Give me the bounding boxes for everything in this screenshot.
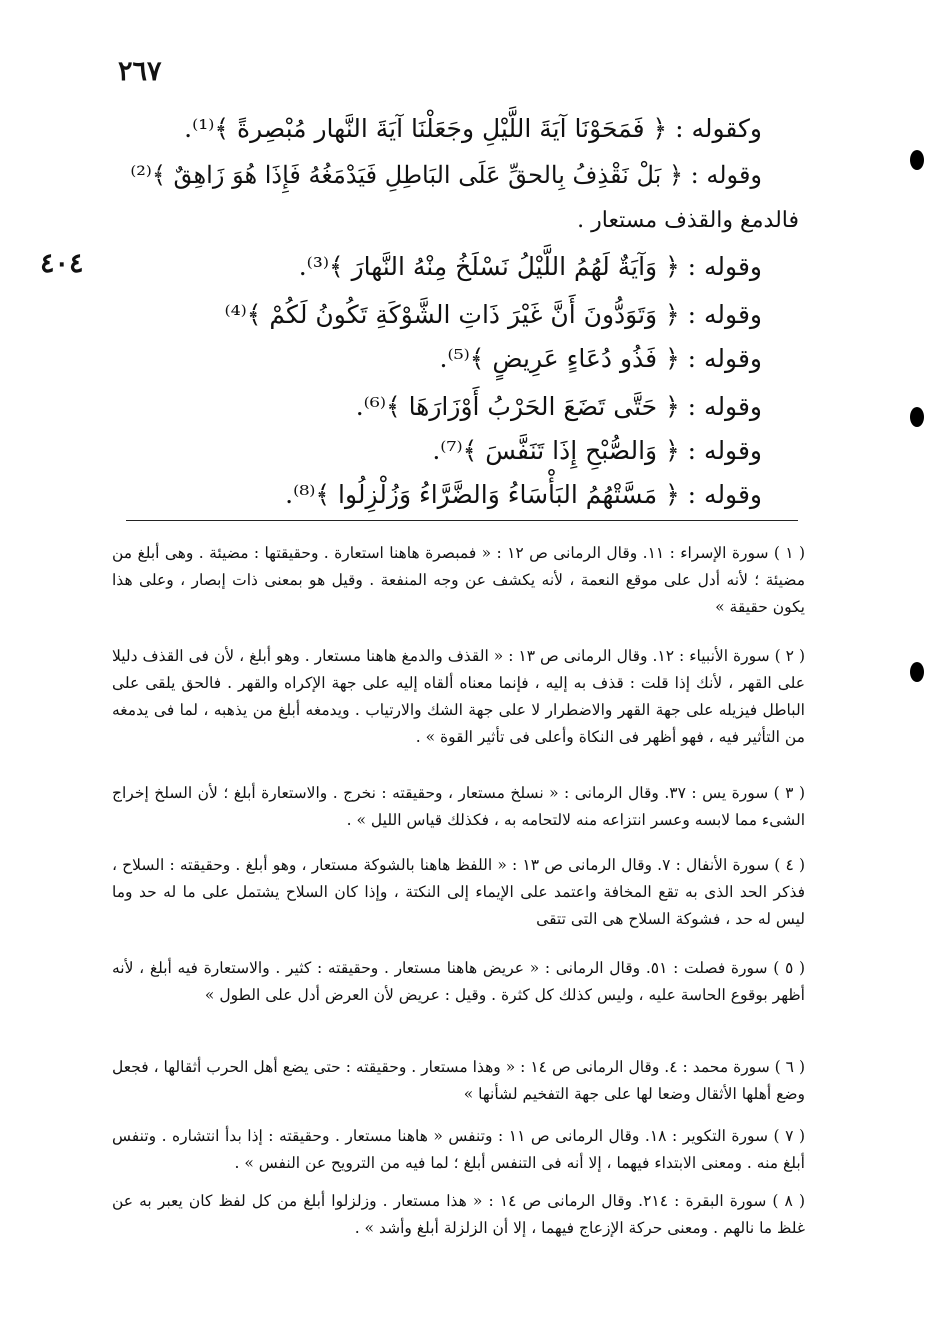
quran-line-5: وقوله : ﴿ فَذُو دُعَاءٍ عَرِيضٍ ﴾⁽⁵⁾.	[439, 344, 762, 373]
binding-hole-mark	[910, 662, 924, 682]
quran-line-4: وقوله : ﴿ وَتَوَدُّونَ أَنَّ غَيْرَ ذَاتِ الشَّوْكَةِ تَكُونُ لَكُمْ ﴾⁽⁴⁾	[224, 300, 762, 329]
footnote-separator	[126, 520, 798, 521]
page-number: ٢٦٧	[118, 56, 162, 87]
quran-line-1: وكقوله : ﴿ فَمَحَوْنَا آيَةَ اللَّيْلِ وجَعَلْنَا آيَةَ النَّهار مُبْصِرةً ﴾⁽¹⁾.	[184, 114, 762, 143]
binding-hole-mark	[910, 407, 924, 427]
quran-line-8: وقوله : ﴿ مَسَّتْهُمُ البَأْسَاءُ وَالضَّرَّاءُ وَزُلْزِلُوا ﴾⁽⁸⁾.	[285, 480, 762, 509]
footnote-4: ( ٤ ) سورة الأنفال : ٧. وقال الرمانى ص ١٣ : « اللفظ هاهنا بالشوكة مستعار ، وهو أبلغ . وحقيقته : السلاح ، فذكر الحد الذى به تقع المخافة واعتمد على الإيماء إلى النكتة ، وإذا كان السلاح يشتمل على ما له حد وما ليس له حد ، فشوكة السلاح هى التى تتقى	[112, 856, 805, 928]
quran-line-3: وقوله : ﴿ وَآيَةٌ لَهُمُ اللَّيْلُ نَسْلَخُ مِنْهُ النَّهارَ ﴾⁽³⁾.	[298, 252, 762, 281]
footnote-7: ( ٧ ) سورة التكوير : ١٨. وقال الرمانى ص ١١ : وتنفس « هاهنا مستعار . وحقيقته : إذا بدأ انتشاره . وتنفس أبلغ منه . ومعنى الابتداء فيهما ، إلا أنه فى التنفس أبلغ ؛ لما فيه من الترويح عن النفس » .	[112, 1127, 805, 1172]
quran-line-6: وقوله : ﴿ حَتَّى تَضَعَ الحَرْبُ أَوْزَارَهَا ﴾⁽⁶⁾.	[355, 392, 762, 421]
commentary-line: فالدمغ والقذف مستعار .	[577, 208, 799, 233]
quran-line-7: وقوله : ﴿ وَالصُّبْحِ إِذَا تَنَفَّسَ ﴾⁽⁷⁾.	[432, 436, 762, 465]
footnote-3: ( ٣ ) سورة يس : ٣٧. وقال الرمانى : « نسلخ مستعار ، وحقيقته : نخرج . والاستعارة أبلغ ؛ لأن السلخ إخراج الشىء مما لابسه وعسر انتزاعه منه لالتحامه به ، فكذلك قياس الليل » .	[112, 784, 805, 829]
margin-number: ٤٠٤	[40, 248, 84, 279]
footnote-8: ( ٨ ) سورة البقرة : ٢١٤. وقال الرمانى ص ١٤ : « هذا مستعار . وزلزلوا أبلغ من كل لفظ كان يعبر به عن غلظ ما نالهم . ومعنى حركة الإزعاج فيهما ، إلا أن الزلزلة أبلغ وأشد » .	[112, 1192, 805, 1237]
quran-line-2: وقوله : ﴿ بَلْ نَقْذِفُ بِالحقِّ عَلَى البَاطِلِ فَيَدْمَغُهُ فَإِذَا هُوَ زَاهِقٌ ﴾⁽²⁾	[130, 161, 762, 189]
footnote-2: ( ٢ ) سورة الأنبياء : ١٢. وقال الرمانى ص ١٣ : « القذف والدمغ هاهنا مستعار . وهو أبلغ ، لأن فى القذف دليلا على القهر ، لأنك إذا قلت : قذف به إليه ، فإنما معناه ألقاه إليه على جهة الإكراه والقهر . فالحق يلقى على الباطل فيزيله على جهة القهر والاضطرار لا على جهة الشك والارتياب . ويدمغه أبلغ من يذهبه ، لما فى يدمغه من التأثير فيه ، فهو أظهر فى النكاة وأعلى فى تأثير القوة » .	[112, 647, 805, 746]
footnote-6: ( ٦ ) سورة محمد : ٤. وقال الرمانى ص ١٤ : « وهذا مستعار . وحقيقته : حتى يضع أهل الحرب أثقالها ، فجعل وضع أهلها الأثقال وضعا لها على جهة التفخيم لشأنها »	[112, 1058, 805, 1103]
footnote-1: ( ١ ) سورة الإسراء : ١١. وقال الرمانى ص ١٢ : « فمبصرة هاهنا استعارة . وحقيقتها : مضيئة . وهى أبلغ من مضيئة ؛ لأنه أدل على موقع النعمة ، لأنه يكشف عن وجه المنفعة . وقيل هو بمعنى ذات إبصار ، وعلى هذا يكون حقيقة »	[112, 544, 805, 616]
footnote-5: ( ٥ ) سورة فصلت : ٥١. وقال الرمانى : « عريض هاهنا مستعار . وحقيقته : كثير . والاستعارة فيه أبلغ ، لأنه أظهر بوقوع الحاسة عليه ، وليس كذلك كل كثرة . وقيل : عريض لأن العرض أدل على الطول »	[112, 959, 805, 1004]
binding-hole-mark	[910, 150, 924, 170]
